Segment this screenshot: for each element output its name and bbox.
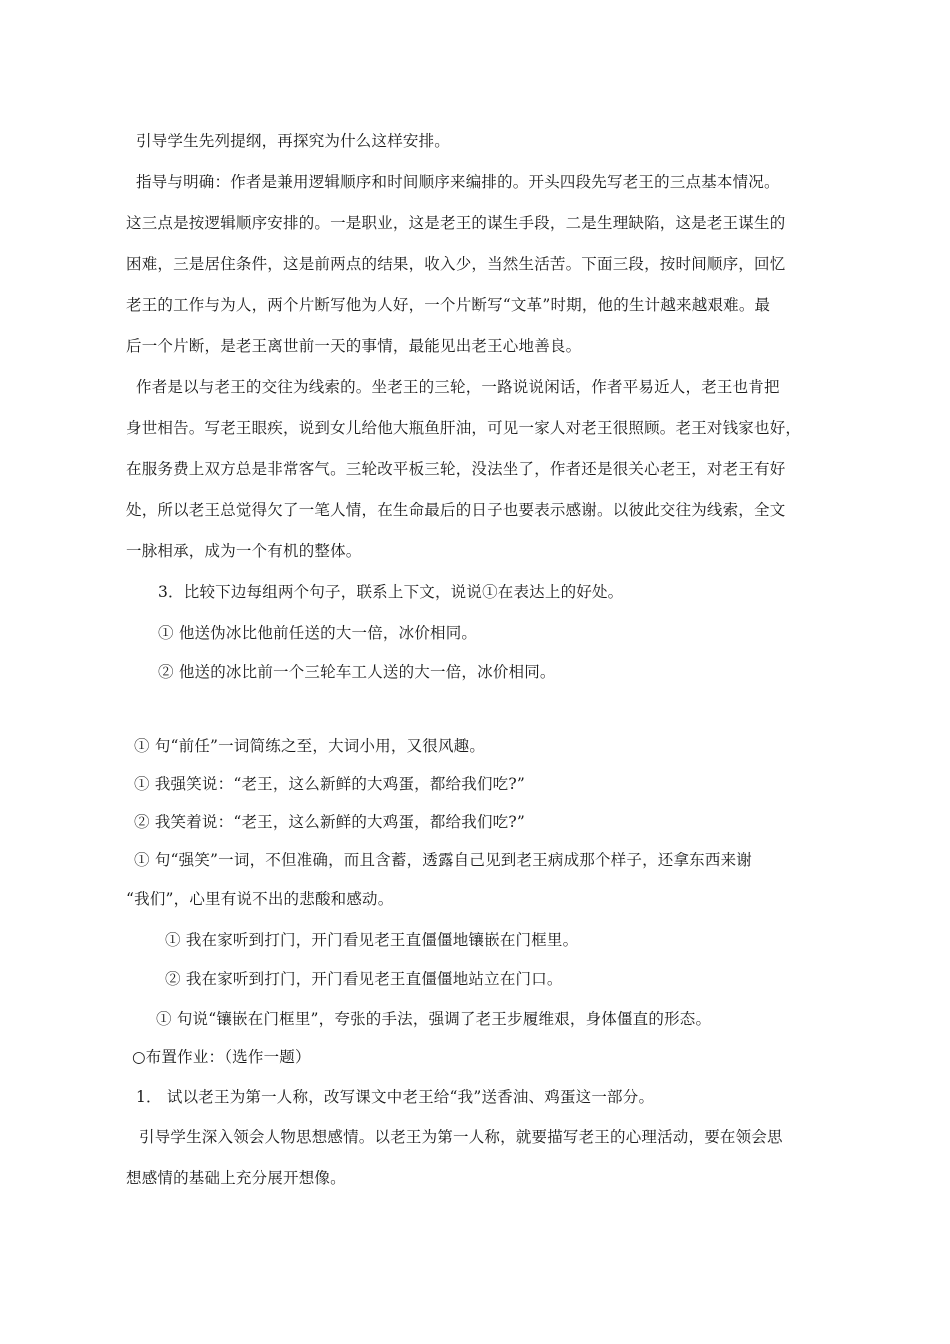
paragraph-line: 引导学生深入领会人物思想感情。以老王为第一人称，就要描写老王的心理活动，要在领会思 bbox=[139, 1128, 783, 1146]
paragraph-line: 这三点是按逻辑顺序安排的。一是职业，这是老王的谋生手段，二是生理缺陷，这是老王谋生的 bbox=[126, 214, 786, 232]
paragraph-line: 一脉相承，成为一个有机的整体。 bbox=[126, 542, 362, 560]
example-sentence: ① 我在家听到打门，开门看见老王直僵僵地镶嵌在门框里。 bbox=[165, 931, 579, 949]
paragraph-line: 身世相告。写老王眼疾，说到女儿给他大瓶鱼肝油，可见一家人对老王很照顾。老王对钱家也好， bbox=[126, 419, 802, 437]
paragraph-line: 引导学生先列提纲，再探究为什么这样安排。 bbox=[136, 132, 451, 150]
paragraph-line: 处，所以老王总觉得欠了一笔人情，在生命最后的日子也要表示感谢。以彼此交往为线索，全文 bbox=[126, 501, 786, 519]
example-sentence: ① 他送伪冰比他前任送的大一倍，冰价相同。 bbox=[158, 624, 478, 642]
paragraph-line: 困难，三是居住条件，这是前两点的结果，收入少，当然生活苦。下面三段，按时间顺序，回忆 bbox=[126, 255, 786, 273]
example-sentence: ② 我笑着说：“老王，这么新鲜的大鸡蛋，都给我们吃?” bbox=[134, 813, 525, 831]
question-heading: 3．比较下边每组两个句子，联系上下文，说说①在表达上的好处。 bbox=[158, 583, 624, 601]
paragraph-line: 作者是以与老王的交往为线索的。坐老王的三轮，一路说说闲话，作者平易近人，老王也肯把 bbox=[136, 378, 780, 396]
example-sentence: ② 我在家听到打门，开门看见老王直僵僵地站立在门口。 bbox=[165, 970, 563, 988]
answer-line: ① 句“强笑”一词，不但准确，而且含蓄，透露自己见到老王病成那个样子，还拿东西来谢 bbox=[134, 851, 752, 869]
paragraph-line: 指导与明确：作者是兼用逻辑顺序和时间顺序来编排的。开头四段先写老王的三点基本情况。 bbox=[136, 173, 780, 191]
paragraph-line: 老王的工作与为人，两个片断写他为人好，一个片断写“文革”时期，他的生计越来越艰难。最 bbox=[126, 296, 771, 314]
answer-line: ① 句说“镶嵌在门框里”，夸张的手法，强调了老王步履维艰，身体僵直的形态。 bbox=[156, 1010, 712, 1028]
example-sentence: ② 他送的冰比前一个三轮车工人送的大一倍，冰价相同。 bbox=[158, 663, 556, 681]
paragraph-line: 在服务费上双方总是非常客气。三轮改平板三轮，没法坐了，作者还是很关心老王，对老王有好 bbox=[126, 460, 786, 478]
paragraph-line: 想感情的基础上充分展开想像。 bbox=[126, 1169, 346, 1187]
answer-line: “我们”，心里有说不出的悲酸和感动。 bbox=[126, 890, 394, 908]
homework-item: 1． 试以老王为第一人称，改写课文中老王给“我”送香油、鸡蛋这一部分。 bbox=[136, 1088, 655, 1106]
homework-heading: ○布置作业：（选作一题） bbox=[132, 1048, 311, 1066]
paragraph-line: 后一个片断，是老王离世前一天的事情，最能见出老王心地善良。 bbox=[126, 337, 582, 355]
answer-line: ① 句“前任”一词简练之至，大词小用，又很风趣。 bbox=[134, 737, 486, 755]
example-sentence: ① 我强笑说：“老王，这么新鲜的大鸡蛋，都给我们吃?” bbox=[134, 775, 525, 793]
